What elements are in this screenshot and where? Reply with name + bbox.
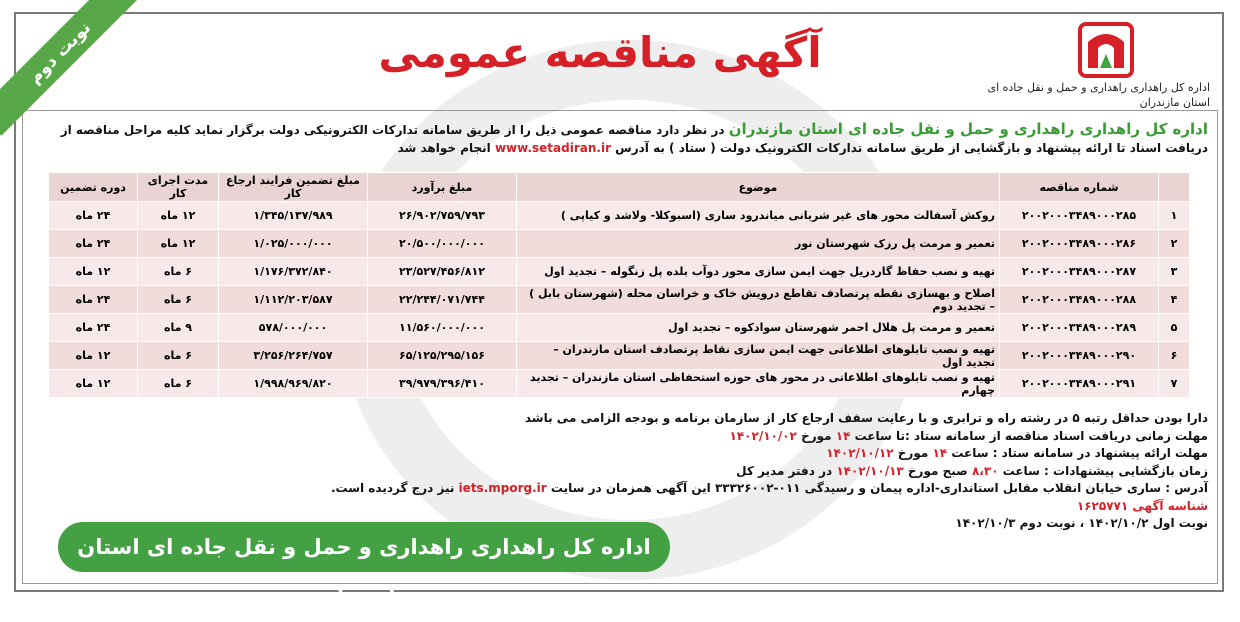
iets-website-link[interactable]: iets.mporg.ir xyxy=(458,481,547,495)
guarantee-amount: ۱/۱۱۲/۲۰۳/۵۸۷ xyxy=(219,286,368,314)
tender-notes xyxy=(208,410,1208,533)
work-duration: ۶ ماه xyxy=(138,286,219,314)
intro-text-3: انجام خواهد شد xyxy=(397,141,491,155)
table-row xyxy=(49,342,1190,370)
work-duration: ۶ ماه xyxy=(138,258,219,286)
note-hour: ۸،۳۰ xyxy=(971,463,999,478)
row-index: ۳ xyxy=(1159,258,1190,286)
warranty-period: ۲۴ ماه xyxy=(49,230,138,258)
guarantee-amount: ۵۷۸/۰۰۰/۰۰۰ xyxy=(219,314,368,342)
tender-subject: تهیه و نصب حفاظ گاردریل جهت ایمن سازی محور دوآب بلده پل زنگوله – تجدید اول xyxy=(517,258,1000,286)
header-warranty: دوره تضمین xyxy=(49,173,138,202)
page-title: آگهی مناقصه عمومی xyxy=(378,28,822,77)
note-text: مهلت ارائه پیشنهاد در سامانه ستاد : ساعت xyxy=(951,446,1208,460)
table-row xyxy=(49,202,1190,230)
note-submission-deadline xyxy=(208,445,1208,463)
tender-number: ۲۰۰۲۰۰۰۳۴۸۹۰۰۰۲۸۶ xyxy=(1000,230,1159,258)
note-date: ۱۴۰۲/۱۰/۱۳ xyxy=(836,463,904,478)
tender-subject: تهیه و نصب تابلوهای اطلاعاتی در محور های حوزه استحفاظی استان مازندران – تجدید چهارم xyxy=(517,370,1000,398)
warranty-period: ۲۴ ماه xyxy=(49,202,138,230)
header-subject: موضوع xyxy=(517,173,1000,202)
tender-number: ۲۰۰۲۰۰۰۳۴۸۹۰۰۰۲۸۷ xyxy=(1000,258,1159,286)
guarantee-amount: ۳/۲۵۶/۲۶۴/۷۵۷ xyxy=(219,342,368,370)
footer-banner: اداره کل راهداری راهداری و حمل و نقل جاده ای استان مازندران xyxy=(58,522,670,572)
guarantee-amount: ۱/۳۴۵/۱۳۷/۹۸۹ xyxy=(219,202,368,230)
note-document-deadline xyxy=(208,428,1208,446)
tender-subject: اصلاح و بهسازی نقطه پرتصادف تقاطع درویش خاک و خراسان محله (شهرستان بابل ) – تجدید دوم xyxy=(517,286,1000,314)
intro-text-1: در نظر دارد مناقصه عمومی ذیل را از طریق سامانه تدارکات الکترونیکی دولت برگزار نماید کلیه مراحل مناقصه از xyxy=(60,123,725,137)
intro-highlight: اداره کل راهداری راهداری و حمل و نقل جاده ای استان مازندران xyxy=(728,120,1208,138)
intro-text-2: دریافت اسناد تا ارائه پیشنهاد و بازگشایی از طریق سامانه تدارکات الکترونیک دولت ( ستاد ) به آدرس xyxy=(615,141,1208,155)
table-row xyxy=(49,370,1190,398)
estimate-amount: ۳۹/۹۷۹/۳۹۶/۴۱۰ xyxy=(368,370,517,398)
intro-paragraph xyxy=(28,120,1208,157)
header-tender-number: شماره مناقصه xyxy=(1000,173,1159,202)
header-duration: مدت اجرای کار xyxy=(138,173,219,202)
header-index xyxy=(1159,173,1190,202)
tender-number: ۲۰۰۲۰۰۰۳۴۸۹۰۰۰۲۸۸ xyxy=(1000,286,1159,314)
note-hour: ۱۴ xyxy=(835,428,851,443)
organization-name xyxy=(987,80,1210,110)
work-duration: ۶ ماه xyxy=(138,342,219,370)
note-text: مورخ xyxy=(801,428,832,443)
warranty-period: ۲۴ ماه xyxy=(49,286,138,314)
note-text: در دفتر مدیر کل xyxy=(736,463,833,478)
org-line-2: استان مازندران xyxy=(1139,96,1210,109)
estimate-amount: ۲۰/۵۰۰/۰۰۰/۰۰۰ xyxy=(368,230,517,258)
guarantee-amount: ۱/۱۷۶/۳۷۲/۸۴۰ xyxy=(219,258,368,286)
tender-table xyxy=(48,172,1190,398)
note-publish-dates: نوبت اول ۱۴۰۲/۱۰/۲ ، نوبت دوم ۱۴۰۲/۱۰/۳ xyxy=(955,516,1208,530)
tender-subject: تعمیر و مرمت پل هلال احمر شهرستان سوادکوه – تجدید اول xyxy=(517,314,1000,342)
organization-logo-icon xyxy=(1076,20,1136,80)
tender-number: ۲۰۰۲۰۰۰۳۴۸۹۰۰۰۲۹۱ xyxy=(1000,370,1159,398)
note-date: ۱۴۰۲/۱۰/۱۲ xyxy=(826,446,894,460)
note-text: مورخ xyxy=(897,446,929,460)
tender-number: ۲۰۰۲۰۰۰۳۴۸۹۰۰۰۲۸۵ xyxy=(1000,202,1159,230)
note-address xyxy=(208,480,1208,498)
tender-number: ۲۰۰۲۰۰۰۳۴۸۹۰۰۰۲۸۹ xyxy=(1000,314,1159,342)
tender-subject: تهیه و نصب تابلوهای اطلاعاتی جهت ایمن سازی نقاط پرتصادف استان مازندران – تجدید اول xyxy=(517,342,1000,370)
ad-id-label: شناسه آگهی xyxy=(1132,498,1208,513)
warranty-period: ۲۴ ماه xyxy=(49,314,138,342)
warranty-period: ۱۲ ماه xyxy=(49,258,138,286)
setad-website-link[interactable]: www.setadiran.ir xyxy=(494,141,611,155)
estimate-amount: ۲۶/۹۰۲/۷۵۹/۷۹۳ xyxy=(368,202,517,230)
tender-subject: تعمیر و مرمت پل رزک شهرستان نور xyxy=(517,230,1000,258)
tender-subject: روکش آسفالت محور های غیر شریانی میاندرود ساری (اسبوکلا- ولاشد و کیاپی ) xyxy=(517,202,1000,230)
ribbon-label: نوبت دوم xyxy=(0,0,143,136)
estimate-amount: ۶۵/۱۲۵/۲۹۵/۱۵۶ xyxy=(368,342,517,370)
table-row xyxy=(49,286,1190,314)
guarantee-amount: ۱/۹۹۸/۹۶۹/۸۲۰ xyxy=(219,370,368,398)
work-duration: ۶ ماه xyxy=(138,370,219,398)
work-duration: ۱۲ ماه xyxy=(138,230,219,258)
note-text: صبح مورخ xyxy=(907,463,968,478)
row-index: ۷ xyxy=(1159,370,1190,398)
row-index: ۵ xyxy=(1159,314,1190,342)
table-header-row xyxy=(49,173,1190,202)
tender-number: ۲۰۰۲۰۰۰۳۴۸۹۰۰۰۲۹۰ xyxy=(1000,342,1159,370)
note-text: نیز درج گردیده است. xyxy=(330,481,455,495)
header-estimate: مبلغ برآورد xyxy=(368,173,517,202)
table-row xyxy=(49,258,1190,286)
work-duration: ۱۲ ماه xyxy=(138,202,219,230)
ad-id-value: ۱۶۲۵۷۷۱ xyxy=(1076,498,1129,513)
table-row xyxy=(49,314,1190,342)
note-text: زمان بازگشایی پیشنهادات : ساعت xyxy=(1002,463,1208,478)
row-index: ۴ xyxy=(1159,286,1190,314)
work-duration: ۹ ماه xyxy=(138,314,219,342)
note-opening-time xyxy=(208,463,1208,481)
note-text: آدرس : ساری خیابان انقلاب مقابل استانداری-اداره پیمان و رسیدگی ۰۱۱-۳۳۳۲۶۰۰۲ این آگهی همزمان در سایت xyxy=(550,481,1208,495)
estimate-amount: ۲۲/۲۴۴/۰۷۱/۷۴۴ xyxy=(368,286,517,314)
row-index: ۲ xyxy=(1159,230,1190,258)
org-line-1: اداره کل راهداری راهداری و حمل و نقل جاده ای xyxy=(987,81,1210,94)
estimate-amount: ۱۱/۵۶۰/۰۰۰/۰۰۰ xyxy=(368,314,517,342)
row-index: ۱ xyxy=(1159,202,1190,230)
table-row xyxy=(49,230,1190,258)
note-date: ۱۴۰۲/۱۰/۰۲ xyxy=(729,428,797,443)
warranty-period: ۱۲ ماه xyxy=(49,342,138,370)
estimate-amount: ۲۳/۵۲۷/۴۵۶/۸۱۲ xyxy=(368,258,517,286)
warranty-period: ۱۲ ماه xyxy=(49,370,138,398)
note-requirement: دارا بودن حداقل رتبه ۵ در رشته راه و ترابری و با رعایت سقف ارجاع کار از سازمان برنامه و بودجه الزامی می باشد xyxy=(524,411,1208,425)
guarantee-amount: ۱/۰۲۵/۰۰۰/۰۰۰ xyxy=(219,230,368,258)
note-text: مهلت زمانی دریافت اسناد مناقصه از سامانه ستاد :تا ساعت xyxy=(854,428,1208,443)
note-ad-id xyxy=(208,498,1208,516)
header-guarantee: مبلغ تضمین فرایند ارجاع کار xyxy=(219,173,368,202)
row-index: ۶ xyxy=(1159,342,1190,370)
note-hour: ۱۴ xyxy=(932,446,948,460)
